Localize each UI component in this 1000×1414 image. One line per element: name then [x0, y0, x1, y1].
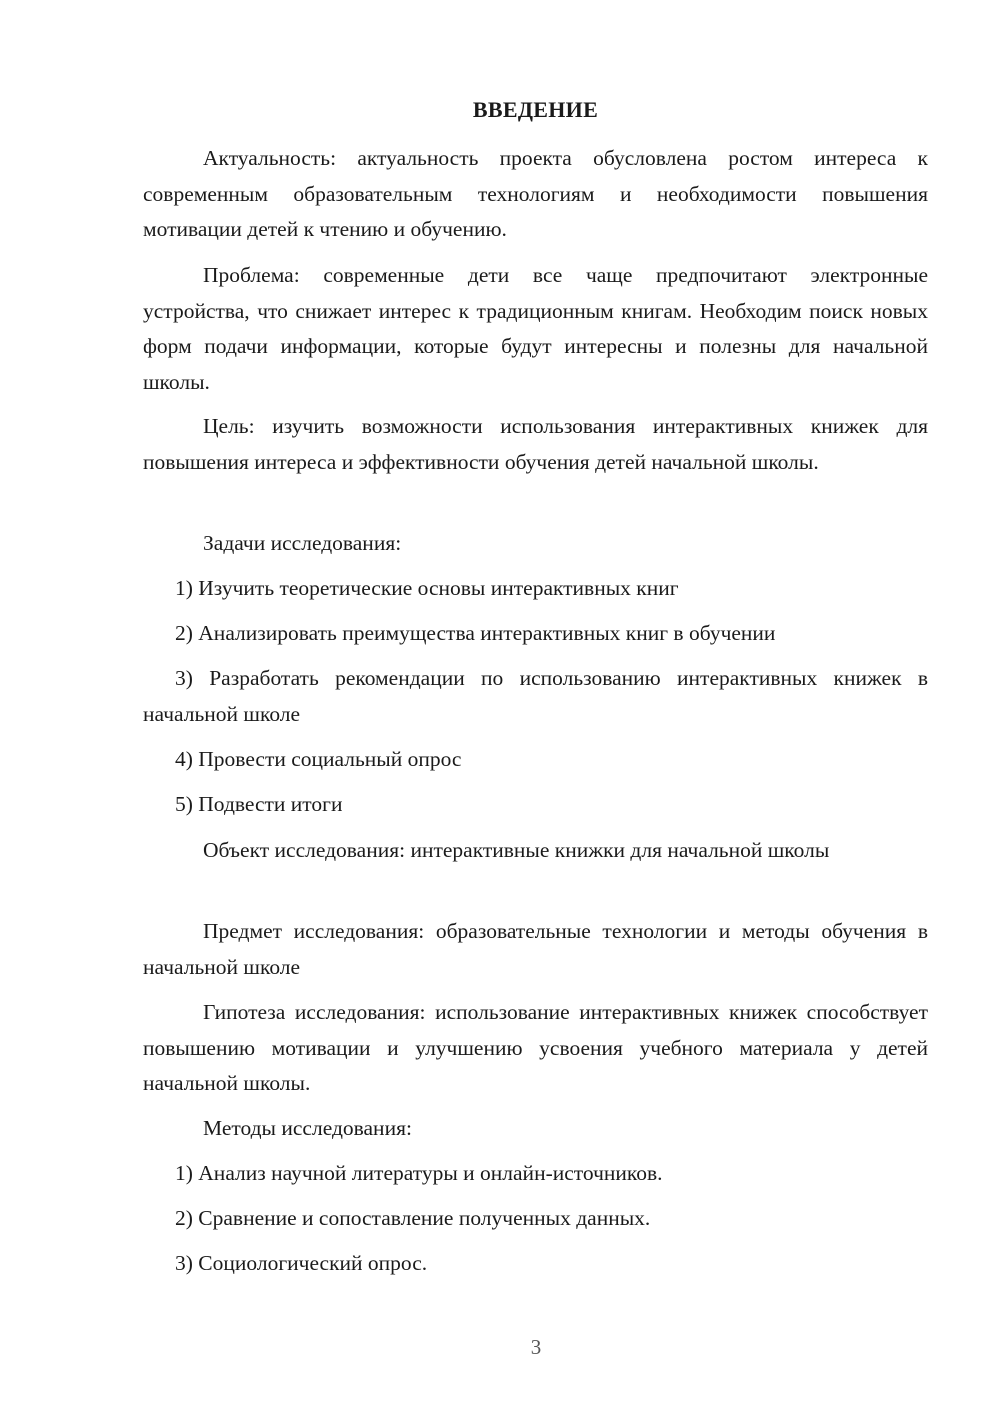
task-item: 2) Анализировать преимущества интерактивных книг в обучении [175, 621, 776, 645]
tasks-title: Задачи исследования: [203, 531, 402, 555]
method-item: 3) Социологический опрос. [175, 1251, 428, 1275]
task-item: 3) Разработать рекомендации по использованию интерактивных книжек в начальной школе [143, 666, 928, 726]
method-item: 2) Сравнение и сопоставление полученных данных. [175, 1206, 651, 1230]
task-item: 5) Подвести итоги [175, 792, 343, 816]
method-item: 1) Анализ научной литературы и онлайн-источников. [175, 1161, 663, 1185]
relevance-paragraph: Актуальность: актуальность проекта обусловлена ростом интереса к современным образовательным технологиям и необходимости повышения мотивации детей к чтению и обучению. [143, 146, 928, 241]
object-paragraph: Объект исследования: интерактивные книжки для начальной школы [203, 838, 830, 862]
hypothesis-paragraph: Гипотеза исследования: использование интерактивных книжек способствует повышению мотивации и улучшению усвоения учебного материала у детей начальной школы. [143, 1000, 928, 1095]
subject-paragraph: Предмет исследования: образовательные технологии и методы обучения в начальной школе [143, 919, 928, 979]
goal-paragraph: Цель: изучить возможности использования интерактивных книжек для повышения интереса и эффективности обучения детей начальной школы. [143, 414, 928, 474]
task-item: 1) Изучить теоретические основы интерактивных книг [175, 576, 679, 600]
page-title: ВВЕДЕНИЕ [472, 97, 599, 122]
methods-title: Методы исследования: [203, 1116, 412, 1140]
problem-paragraph: Проблема: современные дети все чаще предпочитают электронные устройства, что снижает интерес к традиционным книгам. Необходим поиск новых форм подачи информации, которые будут интересны и полезны для начальной школы. [143, 263, 928, 394]
page-number: 3 [530, 1335, 542, 1359]
task-item: 4) Провести социальный опрос [175, 747, 462, 771]
